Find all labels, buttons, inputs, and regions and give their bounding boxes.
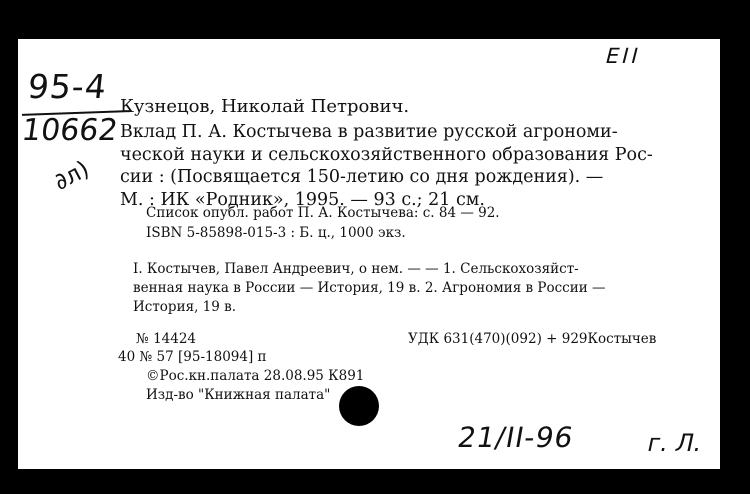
top-right-mark: ЕII	[603, 44, 644, 68]
subject-headings	[133, 260, 606, 317]
author-heading: Кузнецов, Николай Петрович.	[120, 96, 410, 117]
subject-line: История, 19 в.	[133, 299, 237, 315]
title-line: ческой науки и сельскохозяйственного образования Рос-	[120, 144, 653, 165]
title-line: Вклад П. А. Костычева в развитие русской агрономи-	[120, 122, 618, 142]
title-block	[120, 121, 653, 211]
call-number-top: 95-4	[25, 67, 109, 106]
title-line: сии : (Посвящается 150-летию со дня рождения). —	[120, 167, 604, 187]
record-number: № 14424	[136, 331, 197, 347]
margin-scribble: ∂л)	[49, 156, 94, 196]
handwritten-initials: г. Л.	[645, 429, 705, 457]
udk-classification: УДК 631(470)(092) + 929Костычев	[408, 331, 657, 347]
bibliography-note: Список опубл. работ П. А. Костычева: с. 84 — 92.	[146, 205, 500, 221]
isbn-line: ISBN 5-85898-015-3 : Б. ц., 1000 экз.	[146, 225, 406, 241]
subject-line: венная наука в России — История, 19 в. 2. Агрономия в России —	[133, 280, 606, 296]
call-number-bottom: 10662	[19, 113, 120, 148]
secondary-number: 40 № 57 [95-18094] п	[118, 349, 267, 365]
title-line: М. : ИК «Родник», 1995. — 93 с.; 21 см.	[120, 189, 485, 210]
publisher-line: Изд-во "Книжная палата"	[146, 387, 331, 403]
copyright-line: ©Рос.кн.палата 28.08.95 К891	[146, 368, 365, 384]
punch-hole	[339, 386, 379, 426]
handwritten-date: 21/II-96	[455, 421, 577, 454]
subject-line: I. Костычев, Павел Андреевич, о нем. — — 1. Сельскохозяйст-	[133, 261, 579, 277]
catalog-card	[18, 39, 720, 469]
